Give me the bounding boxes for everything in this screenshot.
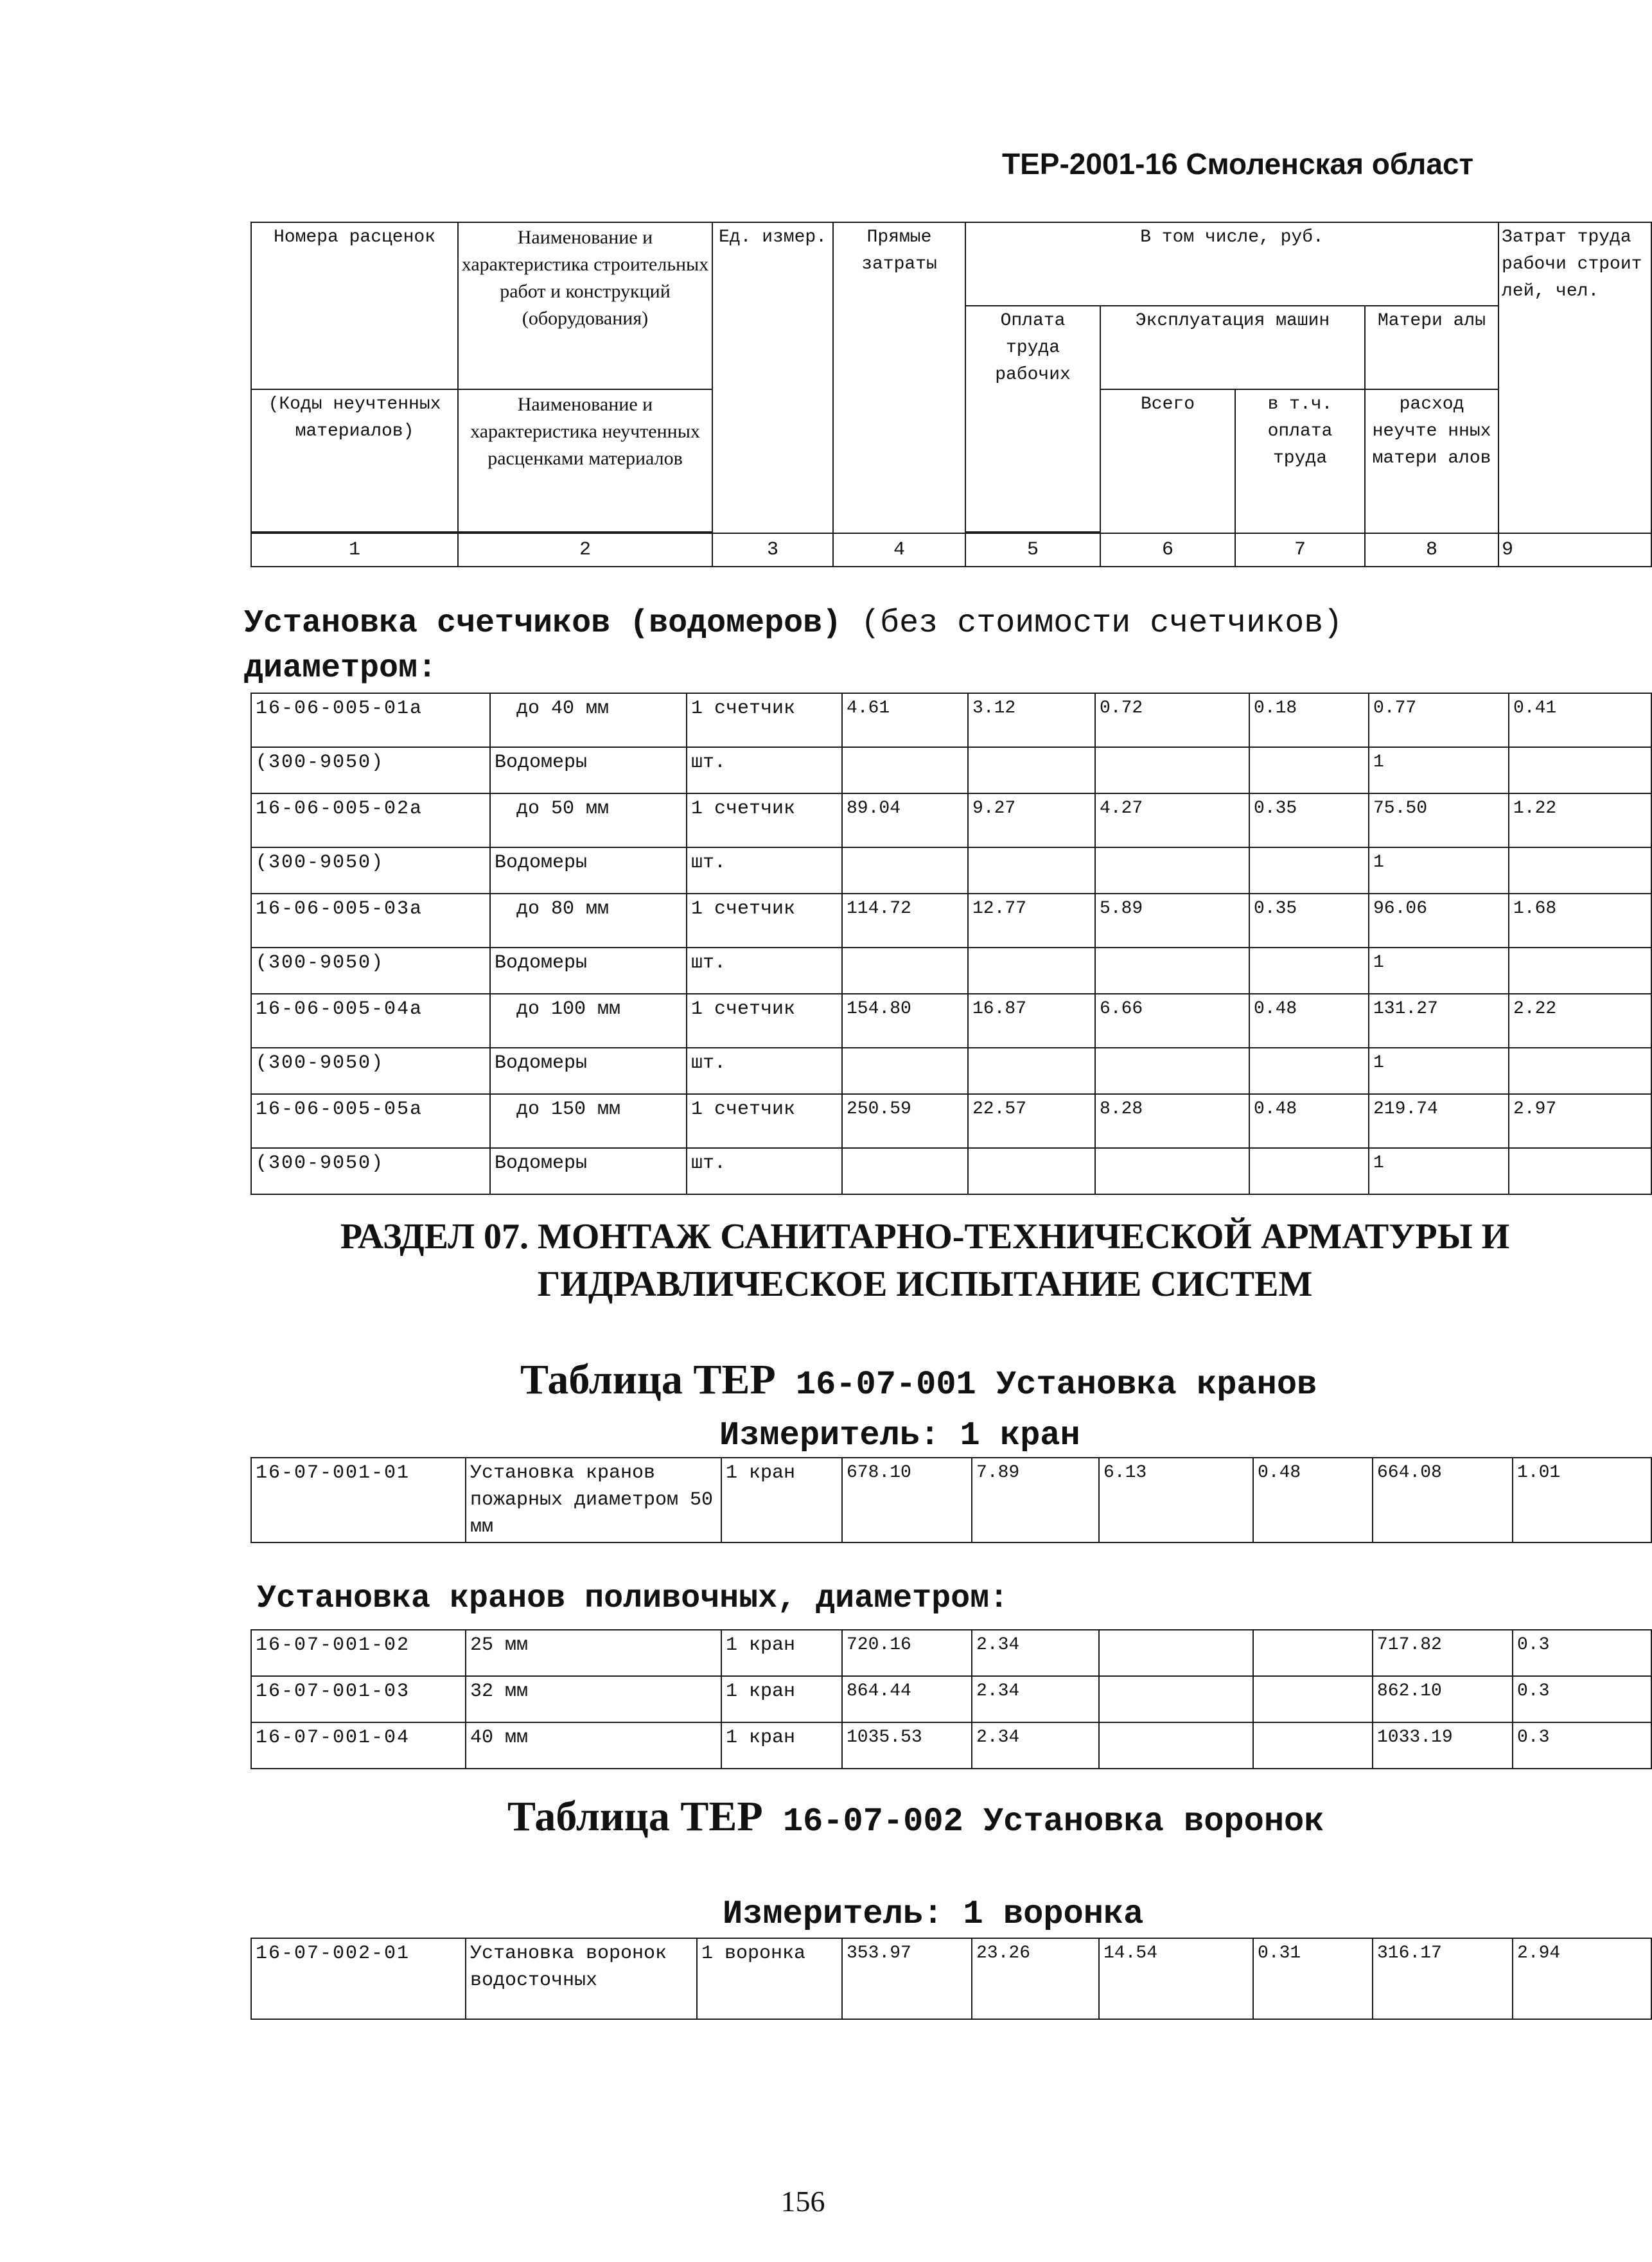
cell-mat: 0.77 [1369, 693, 1509, 747]
table-row [251, 1722, 1651, 1769]
cell-mat: 219.74 [1369, 1094, 1509, 1148]
table1-grid-wrap [250, 1457, 1606, 1543]
cell-unit: шт. [687, 747, 842, 793]
cell-direct [842, 1048, 968, 1094]
cell-mach [1095, 1148, 1249, 1194]
table-row [251, 1048, 1651, 1094]
col-header-group: В том числе, руб. [965, 222, 1498, 306]
cell-mach-labor [1253, 1722, 1373, 1769]
table-row [251, 948, 1651, 994]
cell-hours [1509, 1048, 1651, 1094]
meter-table [250, 693, 1652, 1195]
col-number-7: 7 [1235, 533, 1365, 567]
cell-name: до 80 мм [490, 894, 687, 948]
cell-mach: 6.13 [1099, 1458, 1253, 1542]
cell-name: до 40 мм [490, 693, 687, 747]
cell-hours: 1.68 [1509, 894, 1651, 948]
col-number-4: 4 [833, 533, 965, 567]
cell-labor: 12.77 [968, 894, 1095, 948]
table-row [251, 1630, 1651, 1676]
cell-mach [1099, 1722, 1253, 1769]
col-header-material-usage: расход неучте нных матери алов [1365, 389, 1498, 533]
table-row [251, 1938, 1651, 2019]
col-header-machines-total: Всего [1100, 389, 1235, 533]
cell-name: 25 мм [466, 1630, 721, 1676]
table1-title [520, 1356, 1317, 1404]
cell-mach [1095, 847, 1249, 894]
table-row [251, 793, 1651, 847]
cell-labor [968, 847, 1095, 894]
cell-hours: 0.3 [1513, 1630, 1651, 1676]
cell-unit: 1 счетчик [687, 1094, 842, 1148]
col-header-unit: Ед. измер. [712, 222, 833, 533]
col-number-8: 8 [1365, 533, 1498, 567]
table-row [251, 693, 1651, 747]
cell-code: 16-07-001-03 [251, 1676, 466, 1722]
cell-code: (300-9050) [251, 1048, 490, 1094]
cell-mach-labor [1253, 1676, 1373, 1722]
cell-name: Водомеры [490, 847, 687, 894]
table-row [251, 1094, 1651, 1148]
col-number-6: 6 [1100, 533, 1235, 567]
cell-mat: 316.17 [1373, 1938, 1513, 2019]
table-row [251, 747, 1651, 793]
cell-labor: 22.57 [968, 1094, 1095, 1148]
cell-mach: 4.27 [1095, 793, 1249, 847]
table2-measure: Измеритель: 1 воронка [723, 1895, 1144, 1933]
col-header-machines: Эксплуатация машин [1100, 306, 1365, 389]
cell-mach-labor [1249, 1148, 1369, 1194]
cell-mach: 0.72 [1095, 693, 1249, 747]
cell-hours: 2.94 [1513, 1938, 1651, 2019]
col-header-direct: Прямые затраты [833, 222, 965, 533]
cell-mat: 1 [1369, 1048, 1509, 1094]
cell-labor: 7.89 [972, 1458, 1099, 1542]
cell-labor: 2.34 [972, 1676, 1099, 1722]
cell-code: 16-07-002-01 [251, 1938, 466, 2019]
table-row [251, 847, 1651, 894]
cell-mat: 131.27 [1369, 994, 1509, 1048]
section-title-line2: диаметром: [244, 650, 437, 687]
col-header-codes: Номера расценок [251, 222, 458, 306]
table2-title-lead: Таблица ТЕР [507, 1793, 763, 1840]
table1-grid [250, 1457, 1652, 1543]
cell-unit: шт. [687, 948, 842, 994]
document-header: ТЕР-2001-16 Смоленская област [1002, 147, 1474, 181]
cell-direct: 678.10 [842, 1458, 972, 1542]
cell-code: 16-07-001-02 [251, 1630, 466, 1676]
cell-labor [968, 1148, 1095, 1194]
cell-unit: 1 кран [721, 1722, 842, 1769]
cell-code: (300-9050) [251, 1148, 490, 1194]
cell-unit: 1 счетчик [687, 894, 842, 948]
cell-labor: 3.12 [968, 693, 1095, 747]
cell-mach [1095, 747, 1249, 793]
cell-mat: 664.08 [1373, 1458, 1513, 1542]
cell-mach-labor: 0.35 [1249, 793, 1369, 847]
cell-code: (300-9050) [251, 948, 490, 994]
cell-mat: 862.10 [1373, 1676, 1513, 1722]
cell-mach [1099, 1676, 1253, 1722]
cell-mach: 6.66 [1095, 994, 1249, 1048]
cell-mat: 1 [1369, 948, 1509, 994]
cell-hours: 0.3 [1513, 1722, 1651, 1769]
cell-mat: 1 [1369, 747, 1509, 793]
cell-direct: 720.16 [842, 1630, 972, 1676]
cell-direct: 114.72 [842, 894, 968, 948]
cell-mach: 5.89 [1095, 894, 1249, 948]
col-header-material-names: Наименование и характеристика неучтенных расценками материалов [458, 389, 712, 532]
cell-direct [842, 1148, 968, 1194]
cell-direct: 4.61 [842, 693, 968, 747]
table-row [251, 894, 1651, 948]
cell-mach [1095, 1048, 1249, 1094]
cell-mach [1095, 948, 1249, 994]
col-header-machines-wages: в т.ч. оплата труда [1235, 389, 1365, 533]
table1-grid2-wrap [250, 1629, 1606, 1769]
section-heading [244, 1213, 1606, 1308]
meter-table-wrap [250, 693, 1606, 1195]
cell-unit: 1 счетчик [687, 793, 842, 847]
cell-mach-labor [1253, 1630, 1373, 1676]
cell-hours [1509, 1148, 1651, 1194]
cell-direct: 864.44 [842, 1676, 972, 1722]
cell-mat: 96.06 [1369, 894, 1509, 948]
cell-hours [1509, 847, 1651, 894]
cell-mach-labor [1249, 1048, 1369, 1094]
cell-labor: 2.34 [972, 1630, 1099, 1676]
cell-direct [842, 948, 968, 994]
table2-title-text: 16-07-002 Установка воронок [782, 1803, 1324, 1841]
cell-mach-labor [1249, 847, 1369, 894]
table1-title-lead: Таблица ТЕР [520, 1356, 776, 1403]
cell-code: 16-07-001-04 [251, 1722, 466, 1769]
cell-mach-labor: 0.35 [1249, 894, 1369, 948]
cell-labor [968, 1048, 1095, 1094]
cell-name: до 150 мм [490, 1094, 687, 1148]
cell-mach: 14.54 [1099, 1938, 1253, 2019]
section-title-normal: (без стоимости счетчиков) [861, 605, 1343, 642]
cell-unit: шт. [687, 1148, 842, 1194]
cell-unit: шт. [687, 1048, 842, 1094]
cell-unit: 1 кран [721, 1630, 842, 1676]
cell-name: до 100 мм [490, 994, 687, 1048]
cell-mach-labor [1249, 948, 1369, 994]
cell-name: Водомеры [490, 948, 687, 994]
cell-labor [968, 948, 1095, 994]
cell-hours: 0.3 [1513, 1676, 1651, 1722]
col-header-wages: Оплата труда рабочих [965, 306, 1100, 532]
cell-unit: 1 счетчик [687, 693, 842, 747]
cell-name: Водомеры [490, 1048, 687, 1094]
cell-code: 16-06-005-01а [251, 693, 490, 747]
cell-direct [842, 747, 968, 793]
cell-direct: 89.04 [842, 793, 968, 847]
col-header-labor-hours: Затрат труда рабочи строит лей, чел. [1498, 222, 1651, 533]
table-row [251, 1148, 1651, 1194]
cell-mat: 1 [1369, 1148, 1509, 1194]
table-row [251, 1458, 1651, 1542]
cell-mach [1099, 1630, 1253, 1676]
cell-mat: 75.50 [1369, 793, 1509, 847]
cell-unit: 1 счетчик [687, 994, 842, 1048]
column-header-table [250, 222, 1652, 567]
cell-unit: 1 кран [721, 1676, 842, 1722]
cell-direct [842, 847, 968, 894]
col-header-material-codes: (Коды неучтенных материалов) [251, 389, 458, 532]
column-header-table-wrap [250, 222, 1642, 567]
cell-mach-labor: 0.31 [1253, 1938, 1373, 2019]
cell-hours: 2.22 [1509, 994, 1651, 1048]
col-header-materials: Матери алы [1365, 306, 1498, 389]
table1-measure: Измеритель: 1 кран [719, 1417, 1080, 1454]
col-number-9: 9 [1498, 533, 1651, 567]
cell-name: Водомеры [490, 1148, 687, 1194]
col-number-5: 5 [965, 533, 1100, 567]
cell-name: Установка кранов пожарных диаметром 50 мм [466, 1458, 721, 1542]
cell-direct: 250.59 [842, 1094, 968, 1148]
table-row [251, 994, 1651, 1048]
cell-code: 16-06-005-02а [251, 793, 490, 847]
page-number: 156 [780, 2185, 825, 2218]
cell-code: (300-9050) [251, 747, 490, 793]
cell-unit: 1 воронка [697, 1938, 842, 2019]
cell-labor: 9.27 [968, 793, 1095, 847]
col-header-codes-spacer [251, 306, 458, 389]
table1-subtitle: Установка кранов поливочных, диаметром: [257, 1580, 1009, 1617]
cell-mat: 1033.19 [1373, 1722, 1513, 1769]
table2-title [507, 1792, 1324, 1841]
cell-code: (300-9050) [251, 847, 490, 894]
col-header-name: Наименование и характеристика строительных работ и конструкций (оборудования) [458, 222, 712, 389]
cell-hours: 2.97 [1509, 1094, 1651, 1148]
cell-labor: 23.26 [972, 1938, 1099, 2019]
cell-labor [968, 747, 1095, 793]
cell-mach-labor: 0.48 [1253, 1458, 1373, 1542]
cell-name: до 50 мм [490, 793, 687, 847]
cell-mach-labor: 0.48 [1249, 994, 1369, 1048]
cell-hours: 0.41 [1509, 693, 1651, 747]
section-title-bold: Установка счетчиков (водомеров) [244, 605, 842, 642]
section-title [244, 605, 1342, 642]
cell-labor: 16.87 [968, 994, 1095, 1048]
cell-mach-labor: 0.48 [1249, 1094, 1369, 1148]
cell-direct: 353.97 [842, 1938, 972, 2019]
cell-name: 32 мм [466, 1676, 721, 1722]
cell-direct: 1035.53 [842, 1722, 972, 1769]
table1-grid2 [250, 1629, 1652, 1769]
cell-code: 16-07-001-01 [251, 1458, 466, 1542]
col-number-3: 3 [712, 533, 833, 567]
table2-grid [250, 1938, 1652, 2020]
cell-code: 16-06-005-05а [251, 1094, 490, 1148]
table2-grid-wrap [250, 1938, 1606, 2020]
cell-hours: 1.01 [1513, 1458, 1651, 1542]
cell-labor: 2.34 [972, 1722, 1099, 1769]
cell-code: 16-06-005-03а [251, 894, 490, 948]
cell-name: Водомеры [490, 747, 687, 793]
col-number-1: 1 [251, 533, 458, 567]
cell-hours [1509, 747, 1651, 793]
cell-mach-labor: 0.18 [1249, 693, 1369, 747]
cell-unit: шт. [687, 847, 842, 894]
cell-direct: 154.80 [842, 994, 968, 1048]
cell-name: 40 мм [466, 1722, 721, 1769]
cell-hours [1509, 948, 1651, 994]
table1-title-text: 16-07-001 Установка кранов [795, 1366, 1317, 1404]
section-heading-line2: ГИДРАВЛИЧЕСКОЕ ИСПЫТАНИЕ СИСТЕМ [537, 1264, 1313, 1304]
cell-unit: 1 кран [721, 1458, 842, 1542]
cell-code: 16-06-005-04а [251, 994, 490, 1048]
cell-mat: 1 [1369, 847, 1509, 894]
cell-mat: 717.82 [1373, 1630, 1513, 1676]
cell-hours: 1.22 [1509, 793, 1651, 847]
col-number-2: 2 [458, 533, 712, 567]
cell-mach: 8.28 [1095, 1094, 1249, 1148]
section-heading-line1: РАЗДЕЛ 07. МОНТАЖ САНИТАРНО-ТЕХНИЧЕСКОЙ АРМАТУРЫ И [340, 1217, 1510, 1257]
table-row [251, 1676, 1651, 1722]
cell-name: Установка воронок водосточных [466, 1938, 697, 2019]
cell-mach-labor [1249, 747, 1369, 793]
